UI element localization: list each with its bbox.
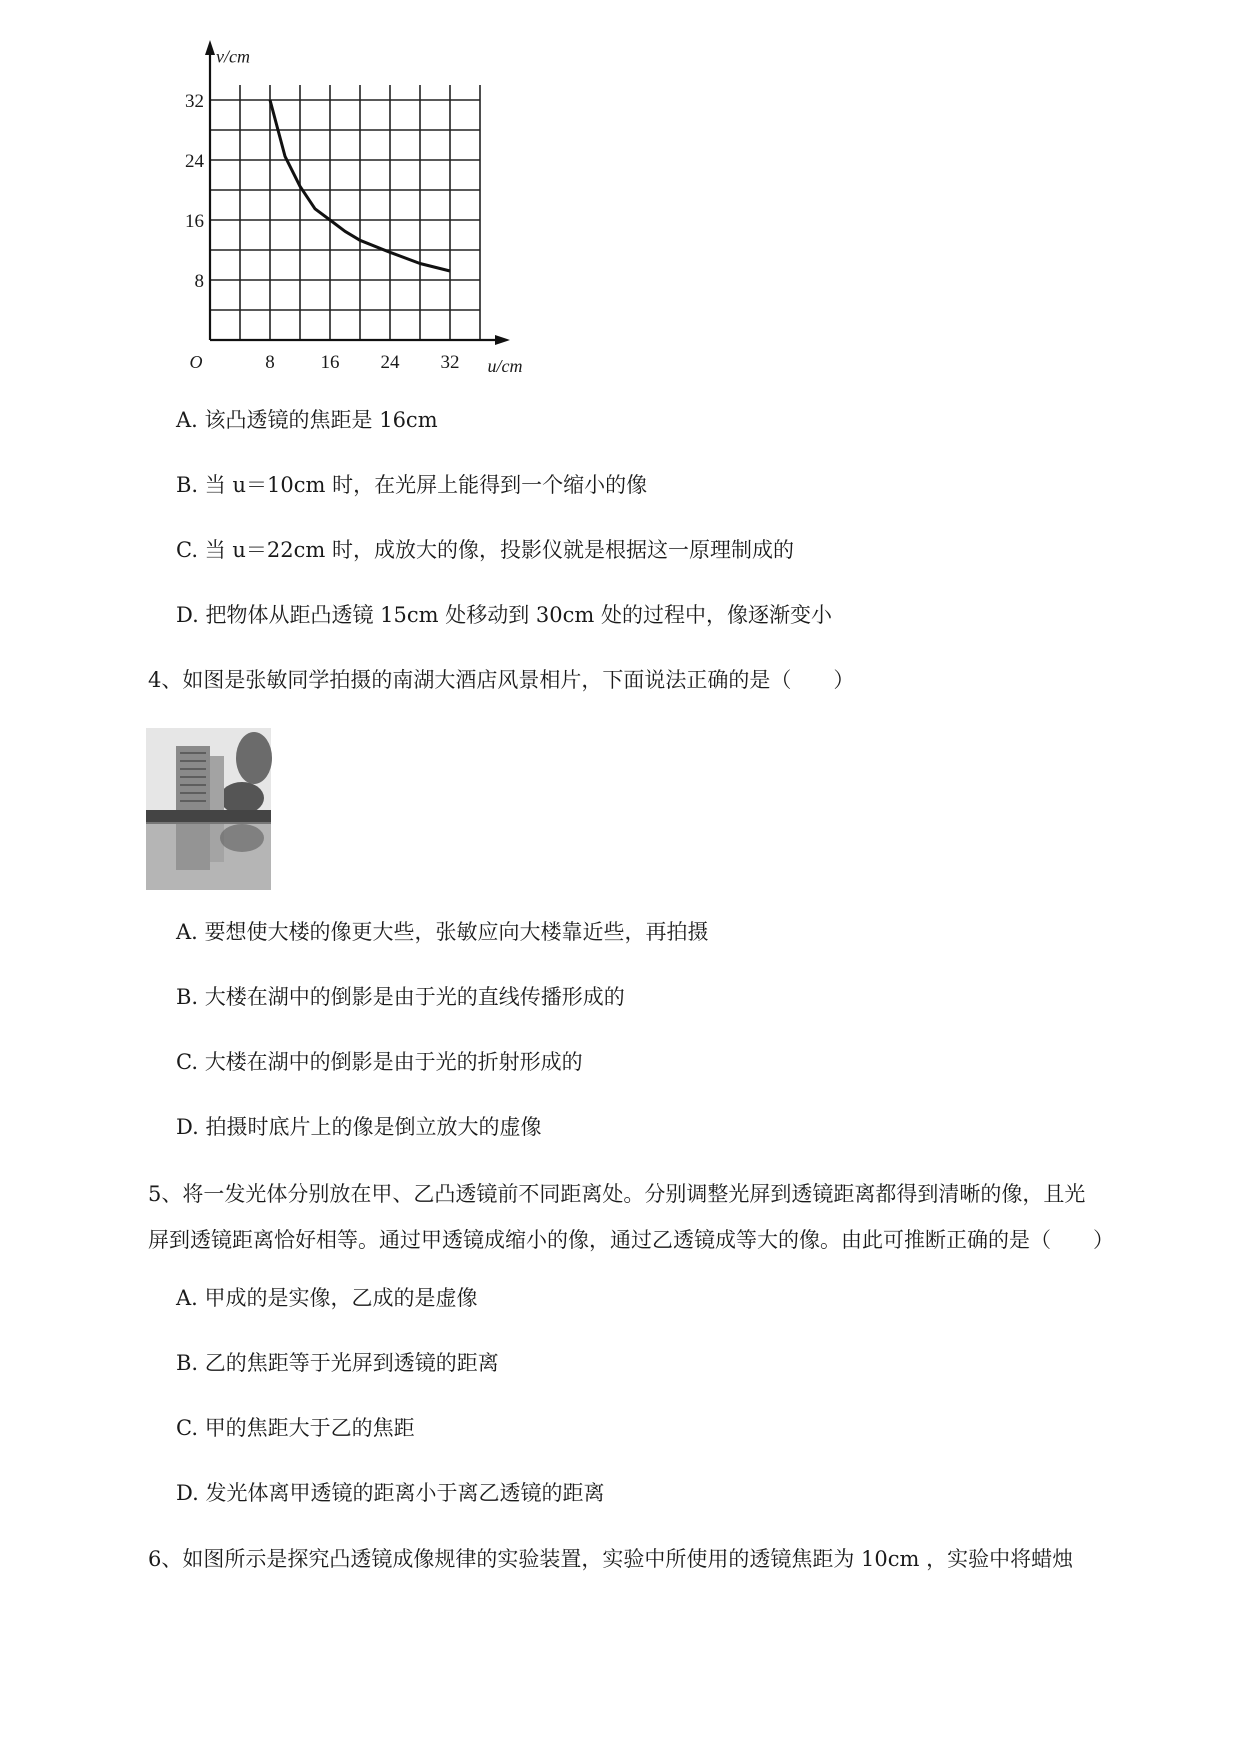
q4-option-c	[176, 1048, 583, 1076]
q5-stem-line1: 5、将一发光体分别放在甲、乙凸透镜前不同距离处。分别调整光屏到透镜距离都得到清晰的像，且光	[148, 1182, 1086, 1206]
v-u-graph	[176, 46, 536, 380]
q5-option-d	[176, 1479, 604, 1507]
x-tick-label: 32	[440, 352, 460, 373]
option-text: 当 u＝22cm 时，成放大的像，投影仪就是根据这一原理制成的	[204, 538, 794, 562]
q6-stem: 6、如图所示是探究凸透镜成像规律的实验装置，实验中所使用的透镜焦距为 10cm ，实验中将蜡烛	[148, 1547, 1074, 1571]
option-letter: B.	[176, 1351, 199, 1375]
y-tick-label: 8	[194, 271, 204, 292]
photo-svg	[146, 728, 271, 890]
option-letter: C.	[176, 1416, 198, 1440]
option-text: 拍摄时底片上的像是倒立放大的虚像	[205, 1115, 542, 1139]
option-text: 要想使大楼的像更大些，张敏应向大楼靠近些，再拍摄	[204, 920, 709, 944]
option-letter: D.	[176, 1115, 199, 1139]
option-text: 乙的焦距等于光屏到透镜的距离	[204, 1351, 499, 1375]
q3-option-a	[176, 406, 438, 434]
option-text: 大楼在湖中的倒影是由于光的直线传播形成的	[204, 985, 625, 1009]
q3-option-d	[176, 601, 832, 629]
option-letter: A.	[176, 408, 198, 432]
x-tick-label: 8	[265, 352, 275, 373]
q3-option-b	[176, 471, 647, 499]
option-letter: B.	[176, 473, 199, 497]
q5-option-c	[176, 1414, 415, 1442]
option-letter: D.	[176, 1481, 199, 1505]
q3-option-c	[176, 536, 794, 564]
y-tick-label: 16	[185, 211, 204, 232]
option-letter: C.	[176, 538, 198, 562]
option-text: 发光体离甲透镜的距离小于离乙透镜的距离	[205, 1481, 605, 1505]
q4-stem: 4、如图是张敏同学拍摄的南湖大酒店风景相片，下面说法正确的是（ ）	[148, 668, 855, 692]
x-axis-label: u/cm	[487, 356, 523, 376]
q5-option-b	[176, 1349, 499, 1377]
option-text: 甲成的是实像，乙成的是虚像	[204, 1286, 478, 1310]
option-letter: A.	[176, 920, 198, 944]
option-letter: D.	[176, 603, 199, 627]
building-lake-photo	[146, 728, 271, 890]
y-axis-label: v/cm	[216, 46, 250, 67]
option-text: 当 u＝10cm 时，在光屏上能得到一个缩小的像	[204, 473, 648, 497]
q4-option-a	[176, 918, 709, 946]
x-axis-arrow	[495, 335, 510, 345]
option-text: 甲的焦距大于乙的焦距	[204, 1416, 415, 1440]
y-tick-label: 24	[185, 151, 204, 172]
option-letter: C.	[176, 1050, 198, 1074]
x-tick-label: 16	[320, 352, 340, 373]
y-tick-label: 32	[185, 91, 204, 112]
option-letter: B.	[176, 985, 199, 1009]
option-text: 该凸透镜的焦距是 16cm	[204, 408, 438, 432]
v-u-graph-svg	[176, 46, 536, 380]
origin-label: O	[189, 352, 203, 372]
q5-option-a	[176, 1284, 478, 1312]
x-tick-label: 24	[380, 352, 400, 373]
q4-option-b	[176, 983, 625, 1011]
y-axis-arrow	[205, 40, 215, 55]
option-letter: A.	[176, 1286, 198, 1310]
q5-stem-line2: 屏到透镜距离恰好相等。通过甲透镜成缩小的像，通过乙透镜成等大的像。由此可推断正确的是（ ）	[148, 1228, 1114, 1252]
option-text: 把物体从距凸透镜 15cm 处移动到 30cm 处的过程中，像逐渐变小	[205, 603, 832, 627]
q4-option-d	[176, 1113, 541, 1141]
option-text: 大楼在湖中的倒影是由于光的折射形成的	[204, 1050, 583, 1074]
